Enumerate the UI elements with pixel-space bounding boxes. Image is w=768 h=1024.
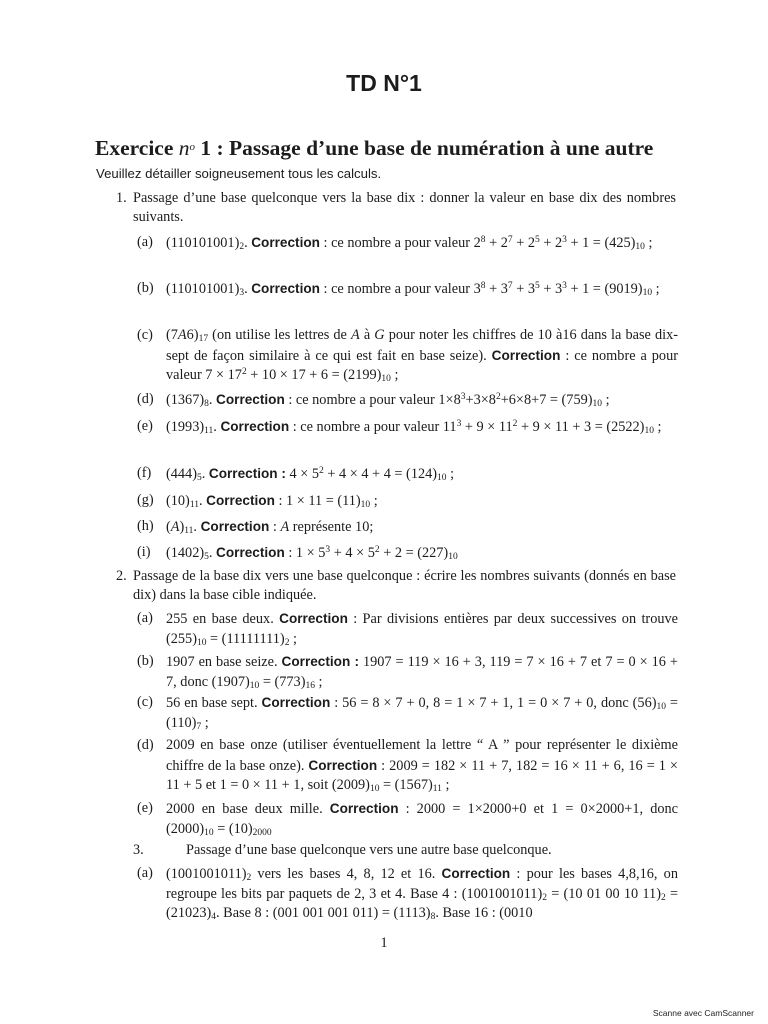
section-text: Passage d’une base quelconque vers une autre base quelconque.: [186, 842, 552, 858]
page-number: 1: [380, 935, 388, 951]
item-text: 2009 en base onze (utiliser éventuellement la lettre “ A ” pour représenter le dixième chiffre de la base onze). Correction : 2009 = 182 × 11 + 7, 182 = 16 × 11 + 6, 16 = 1 × 11 + 5 et 1 = 0 × 11 + 1, soit $(2009)_{10} = (1567)_{11}$ ;: [166, 737, 678, 794]
item-text: 255 en base deux. Correction : Par divisions entières par deux successives on trouve $(255)_{10} = (11111111)_2$ ;: [166, 611, 678, 648]
item-text: $(110101001)_2$. Correction : ce nombre a pour valeur $2^8 + 2^7 + 2^5 + 2^3 + 1 = (425)_{10}$ ;: [166, 235, 653, 252]
list-item: [137, 464, 678, 485]
item-text: $(1367)_8$. Correction : ce nombre a pour valeur $1\times 8^3+3\times 8^2+6\times 8+7 = (759)_{10}$ ;: [166, 392, 610, 409]
scanner-watermark: Scanne avec CamScanner: [652, 1008, 754, 1018]
list-item: [137, 543, 678, 564]
item-label: (e): [137, 418, 153, 434]
item-text: $(110101001)_3$. Correction : ce nombre a pour valeur $3^8 + 3^7 + 3^5 + 3^3 + 1 = (9019)_{10}$ ;: [166, 281, 660, 298]
item-label: (f): [137, 465, 152, 481]
item-text: 2000 en base deux mille. Correction : 2000 = 1×2000+0 et 1 = 0×2000+1, donc $(2000)_{10} = (10)_{2000}$: [166, 801, 678, 838]
exercise-heading-o: o: [189, 141, 196, 153]
section-3: [116, 841, 676, 860]
item-text: $(1402)_5$. Correction : $1 \times 5^3 + 4 \times 5^2 + 2 = (227)_{10}$: [166, 545, 458, 562]
item-label: (a): [137, 610, 153, 626]
list-item: [137, 799, 678, 839]
item-label: (g): [137, 492, 154, 508]
item-label: (a): [137, 865, 153, 881]
list-item: [137, 693, 678, 733]
list-item: [137, 652, 678, 692]
item-label: (b): [137, 280, 154, 296]
list-item: [137, 417, 678, 438]
item-label: (a): [137, 234, 153, 250]
instruction-text: Veuillez détailler soigneusement tous les calculs.: [96, 166, 382, 181]
list-item: [137, 736, 678, 796]
item-label: (h): [137, 518, 154, 534]
section-number: 1.: [116, 190, 127, 206]
list-item: [137, 390, 678, 411]
item-label: (d): [137, 391, 154, 407]
item-text: $(7A6)_{17}$ (on utilise les lettres de A à G pour noter les chiffres de 10 à16 dans la base dix-sept de façon similaire à ce qui est fait en base seize). Correction : ce nombre a pour valeur $7 \times 17^2 + 10 \times 17 + 6 = (2199)_{10}$ ;: [166, 327, 678, 384]
exercise-heading-text: 1 : Passage d’une base de numération à une autre: [200, 136, 654, 160]
exercise-heading-prefix: Exercice: [95, 136, 174, 160]
item-label: (b): [137, 653, 154, 669]
section-text: Passage de la base dix vers une base quelconque : écrire les nombres suivants (donnés en base dix) dans la base cible indiquée.: [133, 568, 676, 603]
exercise-heading-n: n: [178, 136, 190, 160]
page-title: TD N°1: [346, 70, 422, 96]
list-item: [137, 326, 678, 386]
item-label: (e): [137, 800, 153, 816]
section-text: Passage d’une base quelconque vers la base dix : donner la valeur en base dix des nombres suivants.: [133, 190, 676, 225]
item-label: (c): [137, 694, 153, 710]
item-text: 1907 en base seize. Correction : 1907 = 119 × 16 + 3, 119 = 7 × 16 + 7 et 7 = 0 × 16 + 7, donc $(1907)_{10} = (773)_{16}$ ;: [166, 654, 678, 691]
list-item: [137, 609, 678, 649]
list-item: [137, 491, 678, 512]
section-number: 3.: [133, 842, 144, 858]
item-label: (d): [137, 737, 154, 753]
list-item: [137, 864, 678, 924]
item-text: 56 en base sept. Correction : 56 = 8 × 7 + 0, 8 = 1 × 7 + 1, 1 = 0 × 7 + 0, donc $(56)_{10} = (110)_7$ ;: [166, 695, 678, 732]
item-text: $(1993)_{11}$. Correction : ce nombre a pour valeur $11^3 + 9 \times 11^2 + 9 \times 11 + 3 = (2522)_{10}$ ;: [166, 419, 662, 436]
list-item: [137, 233, 678, 254]
item-text: $(10)_{11}$. Correction : $1 \times 11 = (11)_{10}$ ;: [166, 493, 378, 510]
item-text: $(1001001011)_2$ vers les bases 4, 8, 12 et 16. Correction : pour les bases 4,8,16, on regroupe les bits par paquets de 2, 3 et 4. Base 4 : $(1001001011)_2 = (10$ 01 00 10 $11)_2 = (21023)_4$. Base 8 : (001 001 001 $011) = (1113)_8$. Base 16 : (0010: [166, 866, 679, 922]
list-item: [137, 279, 678, 300]
exercise-heading: [95, 136, 653, 161]
item-label: (i): [137, 544, 151, 560]
item-text: $(A)_{11}$. Correction : A représente 10;: [166, 519, 374, 536]
item-label: (c): [137, 327, 153, 343]
list-item: [137, 517, 678, 538]
item-text: $(444)_5$. Correction : $4 \times 5^2 + 4 \times 4 + 4 = (124)_{10}$ ;: [166, 466, 455, 483]
section-2: [116, 567, 676, 605]
section-1: [116, 189, 676, 227]
section-number: 2.: [116, 568, 127, 584]
